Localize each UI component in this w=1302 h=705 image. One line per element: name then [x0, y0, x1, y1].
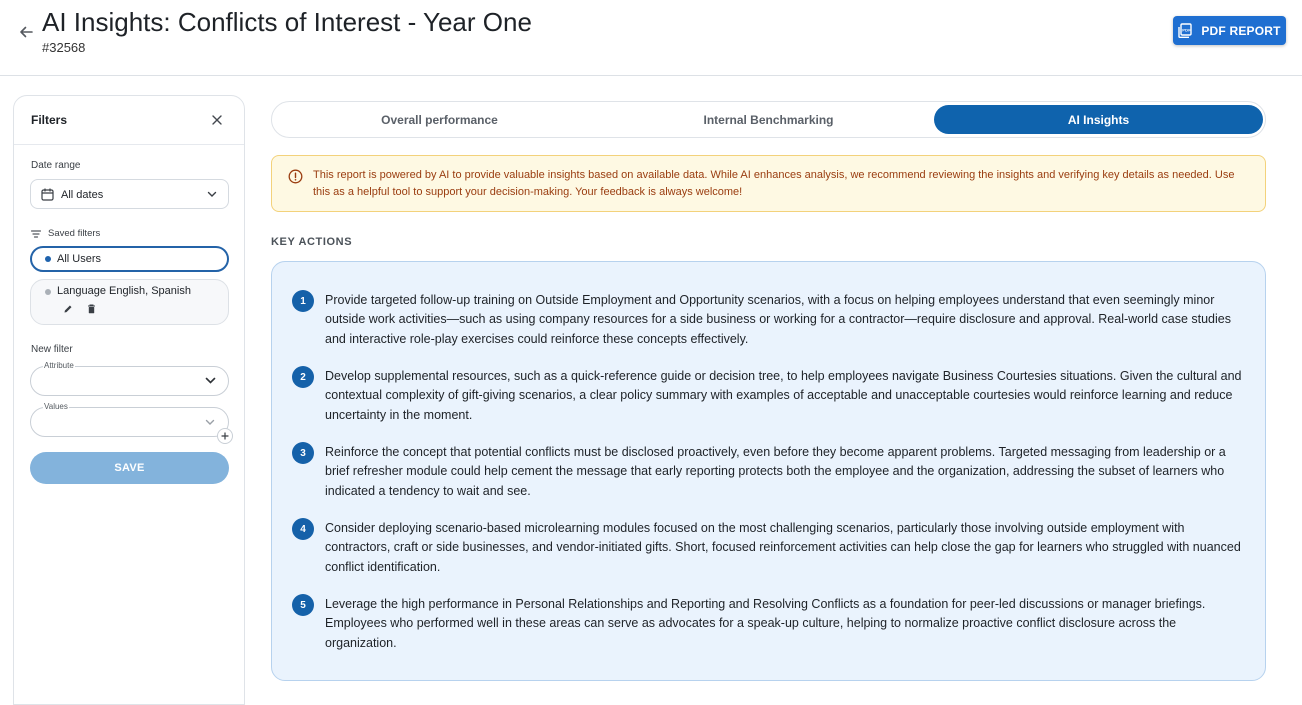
action-number-badge: 2 [292, 366, 314, 388]
saved-filter-label: All Users [57, 253, 102, 265]
filters-title: Filters [31, 113, 68, 127]
action-text: Leverage the high performance in Personal Relationships and Reporting and Resolving Conflicts as a foundation for peer-led discussions or manager briefings. Employees who performed well in these areas can serve as advocates for a speak-up culture, helping to normalize proactive conflict disclosure across the organization. [325, 597, 1206, 650]
action-number-badge: 3 [292, 442, 314, 464]
saved-filter-label: Language English, Spanish [57, 285, 191, 297]
chevron-down-icon [205, 419, 215, 426]
inactive-dot [45, 289, 51, 295]
trash-icon[interactable] [87, 304, 96, 314]
date-range-select[interactable] [30, 179, 229, 209]
new-filter-label: New filter [31, 344, 73, 355]
action-text: Provide targeted follow-up training on Outside Employment and Opportunity scenarios, with a focus on helping employees understand that even seemingly minor outside work activities—such as using company resources for a side business or working for a contractor—require disclosure and approval. Real-world case studies and interactive role-play exercises could reinforce these concepts effectively. [325, 293, 1231, 346]
report-tabs [271, 101, 1266, 138]
chevron-down-icon [205, 377, 216, 385]
pdf-report-button[interactable] [1173, 16, 1286, 45]
tab-ai-insights[interactable]: AI Insights [934, 105, 1263, 134]
filters-header [14, 96, 244, 145]
attribute-label: Attribute [44, 361, 74, 370]
action-text: Consider deploying scenario-based microlearning modules focused on the most challenging scenarios, particularly those involving outside employment with contractors, craft or side businesses, and vendor-initiated gifts. Short, focused reinforcement activities can help close the gap for learners who struggled with nuanced conflict identification. [325, 521, 1241, 574]
values-label: Values [44, 402, 68, 411]
svg-text:PDF: PDF [1182, 27, 1192, 33]
save-filter-button[interactable]: SAVE [30, 452, 229, 484]
action-text: Reinforce the concept that potential conflicts must be disclosed proactively, even before they become apparent problems. Targeted messaging from leadership or a brief refresher module could help cement the message that early reporting protects both the employee and the organization, addressing the subset of learners who indicated a tendency to wait and see. [325, 445, 1226, 498]
values-select[interactable] [30, 402, 229, 437]
action-text: Develop supplemental resources, such as a quick-reference guide or decision tree, to help employees navigate Business Courtesies situations. Given the cultural and contextual complexity of gift-giving scenarios, a clear policy summary with examples of acceptable and unacceptable courtesies would reinforce learning and reduce uncertainty in the moment. [325, 369, 1242, 422]
back-button[interactable] [14, 20, 38, 44]
action-number-badge: 1 [292, 290, 314, 312]
key-actions-heading: KEY ACTIONS [271, 236, 353, 248]
tab-internal-benchmarking[interactable]: Internal Benchmarking [703, 112, 834, 127]
saved-filter-language[interactable] [30, 279, 229, 325]
close-icon[interactable] [210, 113, 224, 127]
chevron-down-icon [207, 191, 217, 198]
ai-disclaimer-notice [271, 155, 1266, 212]
filters-panel [13, 95, 245, 705]
page-header [0, 0, 1302, 76]
saved-filter-all-users[interactable] [30, 246, 229, 272]
date-range-label: Date range [31, 160, 81, 171]
action-number-badge: 4 [292, 518, 314, 540]
pencil-icon[interactable] [63, 304, 73, 314]
attribute-select[interactable] [30, 361, 229, 396]
pdf-icon [1178, 23, 1193, 38]
filter-lines-icon [31, 230, 41, 238]
action-number-badge: 5 [292, 594, 314, 616]
plus-icon [221, 432, 229, 440]
pdf-report-label: PDF REPORT [1201, 23, 1281, 38]
page-title: AI Insights: Conflicts of Interest - Year One [42, 7, 532, 37]
saved-filters-label: Saved filters [48, 228, 101, 239]
info-circle-icon [288, 169, 303, 184]
notice-text: This report is powered by AI to provide valuable insights based on available data. While AI enhances analysis, we recommend reviewing the insights and verifying key details as needed. Use this as a helpful tool to support your decision-making. Your feedback is always welcome! [313, 169, 1235, 198]
key-actions-panel [271, 261, 1266, 681]
active-dot [45, 256, 51, 262]
tab-overall-performance[interactable]: Overall performance [381, 112, 498, 127]
arrow-left-icon [18, 24, 34, 40]
calendar-icon [41, 188, 54, 201]
date-range-value: All dates [61, 189, 104, 201]
report-id: #32568 [42, 40, 86, 55]
add-value-button[interactable] [217, 428, 233, 444]
